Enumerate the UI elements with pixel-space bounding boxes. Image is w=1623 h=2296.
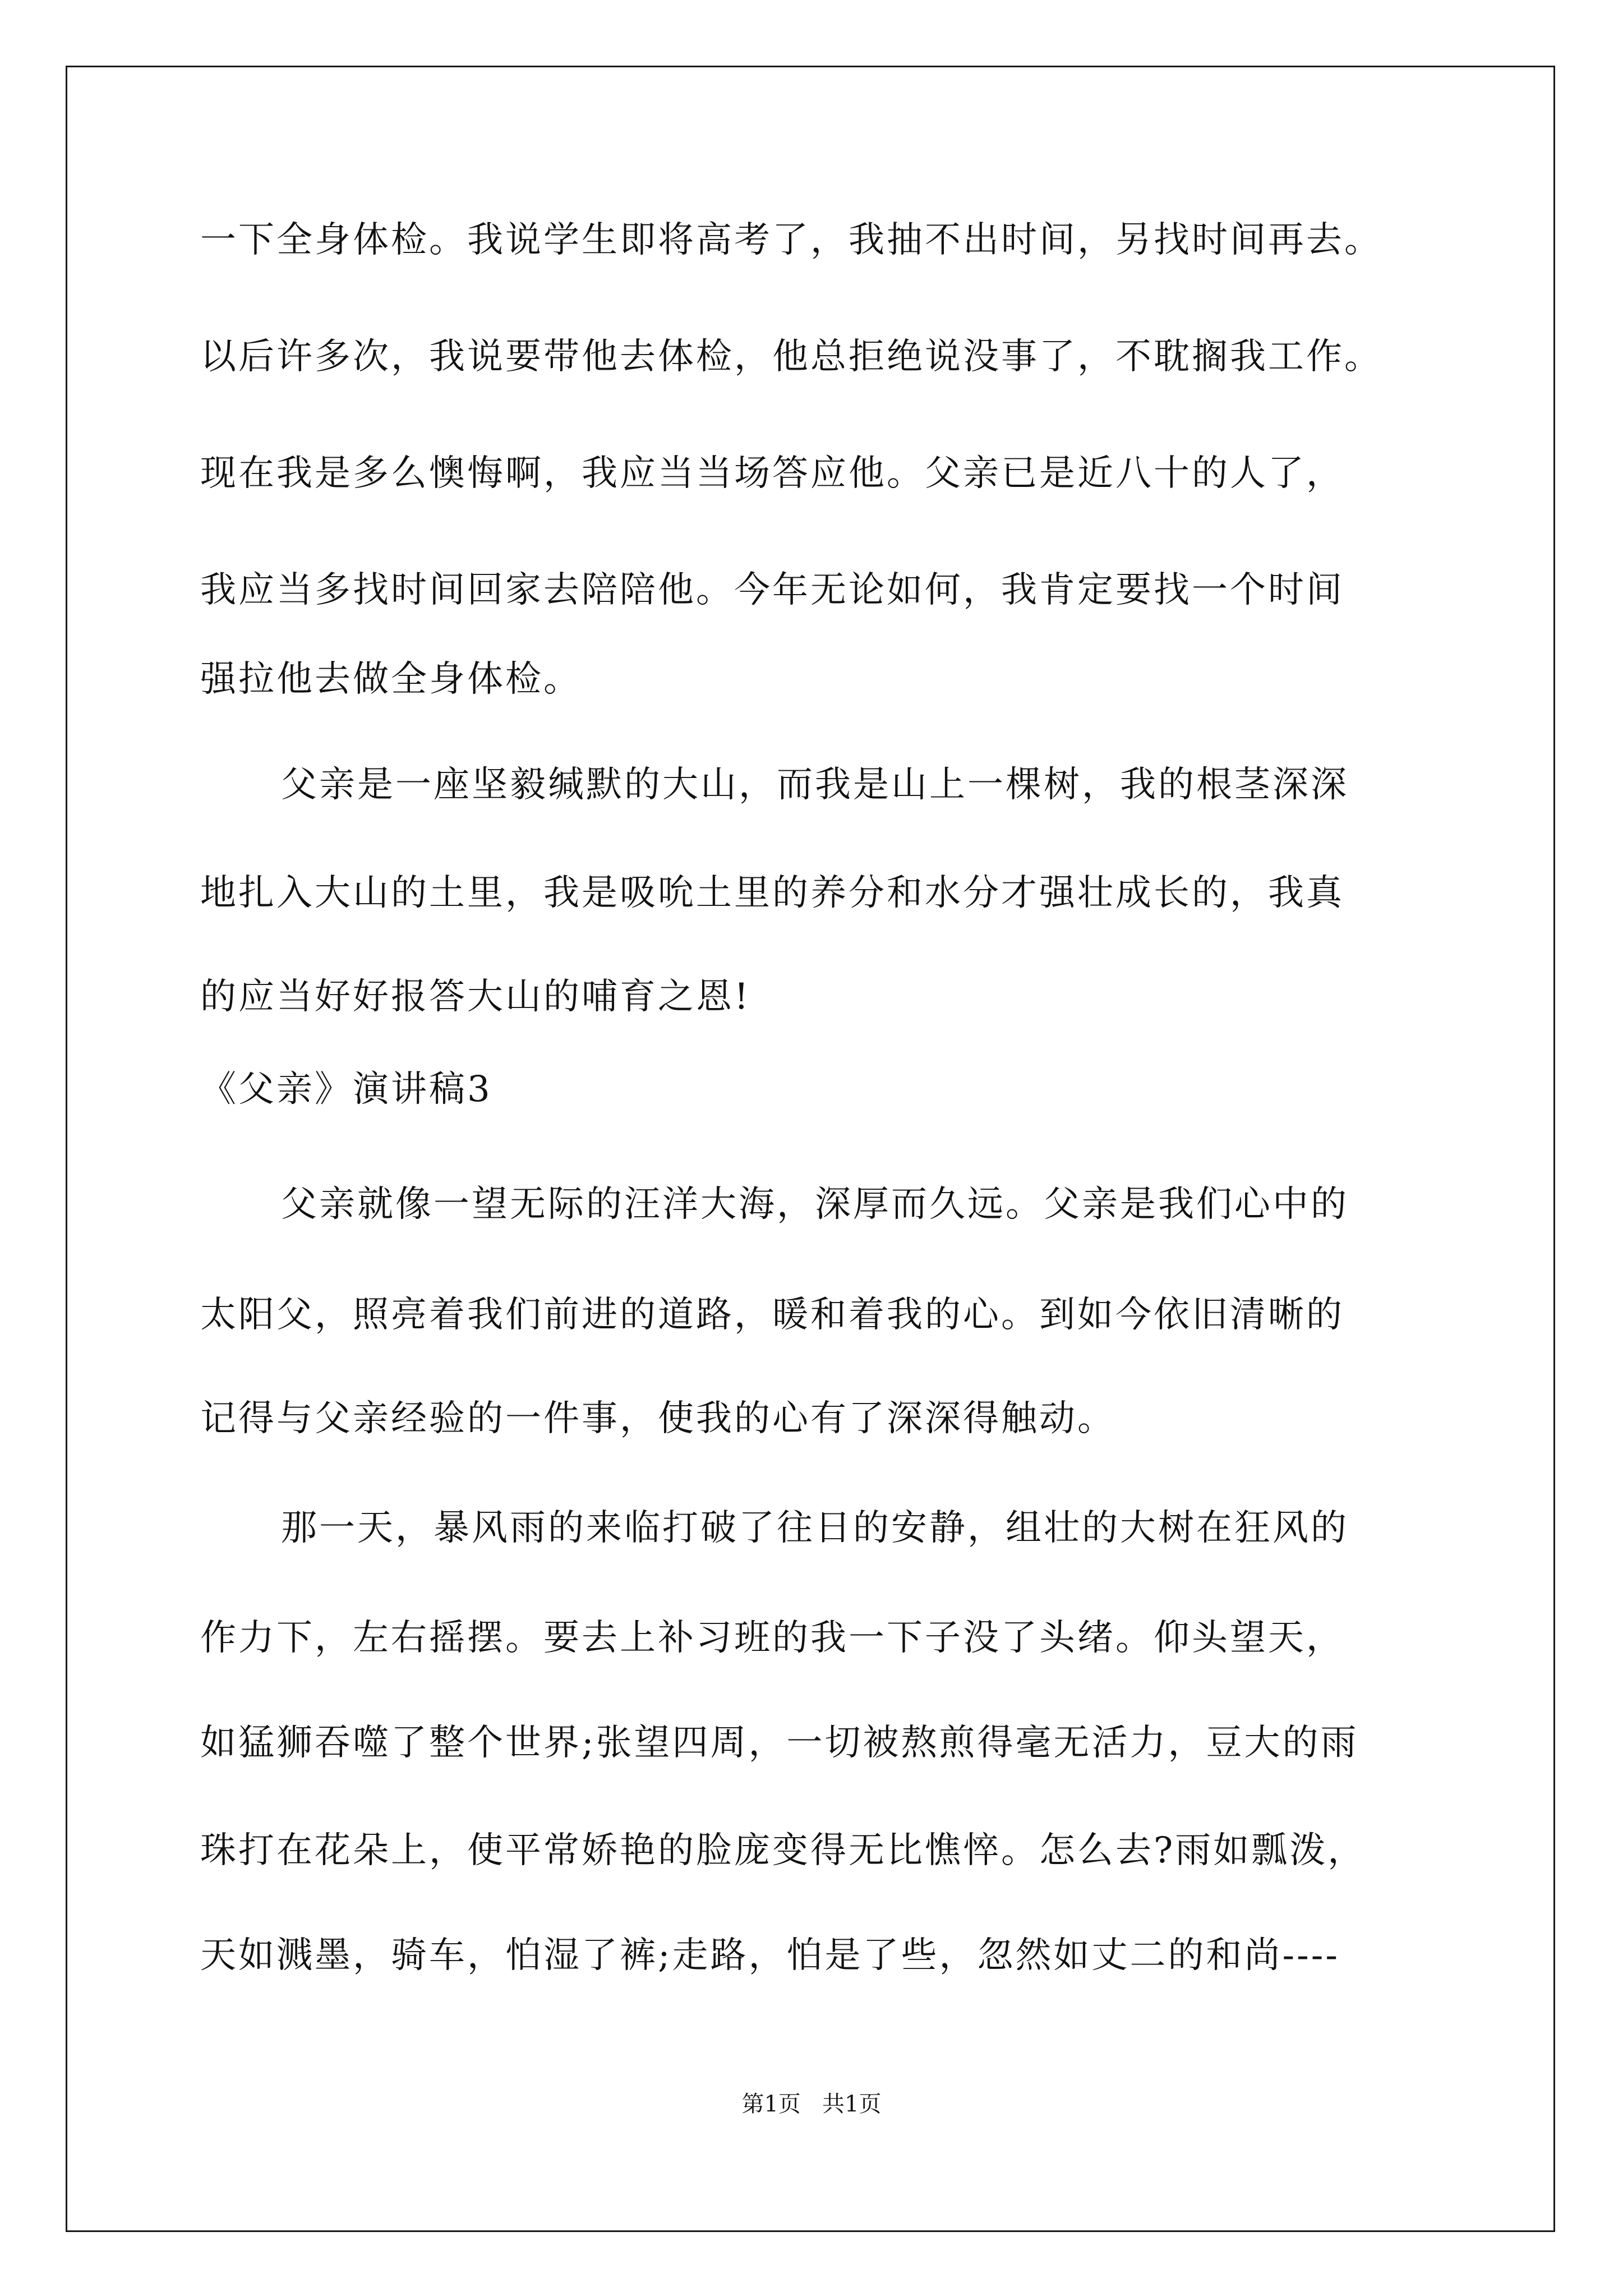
- text-line: 以后许多次，我说要带他去体检，他总拒绝说没事了，不耽搁我工作。: [200, 336, 1382, 378]
- paragraph-first-line: 父亲就像一望无际的汪洋大海，深厚而久远。父亲是我们心中的: [281, 1184, 1349, 1225]
- section-heading: 《父亲》演讲稿3: [200, 1069, 492, 1110]
- page-number-footer: 第1页 共1页: [741, 2091, 882, 2117]
- text-line: 地扎入大山的土里，我是吸吮土里的养分和水分才强壮成长的，我真: [200, 872, 1344, 914]
- text-line: 强拉他去做全身体检。: [200, 659, 582, 700]
- text-line: 作力下，左右摇摆。要去上补习班的我一下子没了头绪。仰头望天，: [200, 1617, 1344, 1659]
- paragraph-first-line: 父亲是一座坚毅缄默的大山，而我是山上一棵树，我的根茎深深: [281, 764, 1349, 806]
- text-line: 现在我是多么懊悔啊，我应当当场答应他。父亲已是近八十的人了，: [200, 453, 1344, 494]
- text-line: 的应当好好报答大山的哺育之恩!: [200, 976, 751, 1018]
- page-border: [66, 66, 1555, 2232]
- text-line: 天如溅墨，骑车，怕湿了裤;走路，怕是了些，忽然如丈二的和尚----: [200, 1935, 1340, 1976]
- paragraph-first-line: 那一天，暴风雨的来临打破了往日的安静，组壮的大树在狂风的: [281, 1507, 1349, 1549]
- text-line: 太阳父，照亮着我们前进的道路，暖和着我的心。到如今依旧清晰的: [200, 1294, 1344, 1336]
- text-line: 记得与父亲经验的一件事，使我的心有了深深得触动。: [200, 1398, 1115, 1439]
- text-line: 珠打在花朵上，使平常娇艳的脸庞变得无比憔悴。怎么去?雨如瓢泼，: [200, 1830, 1366, 1871]
- text-line: 一下全身体检。我说学生即将高考了，我抽不出时间，另找时间再去。: [200, 219, 1382, 261]
- text-line: 如猛狮吞噬了整个世界;张望四周，一切被熬煎得毫无活力，豆大的雨: [200, 1722, 1359, 1764]
- text-line: 我应当多找时间回家去陪陪他。今年无论如何，我肯定要找一个时间: [200, 569, 1344, 611]
